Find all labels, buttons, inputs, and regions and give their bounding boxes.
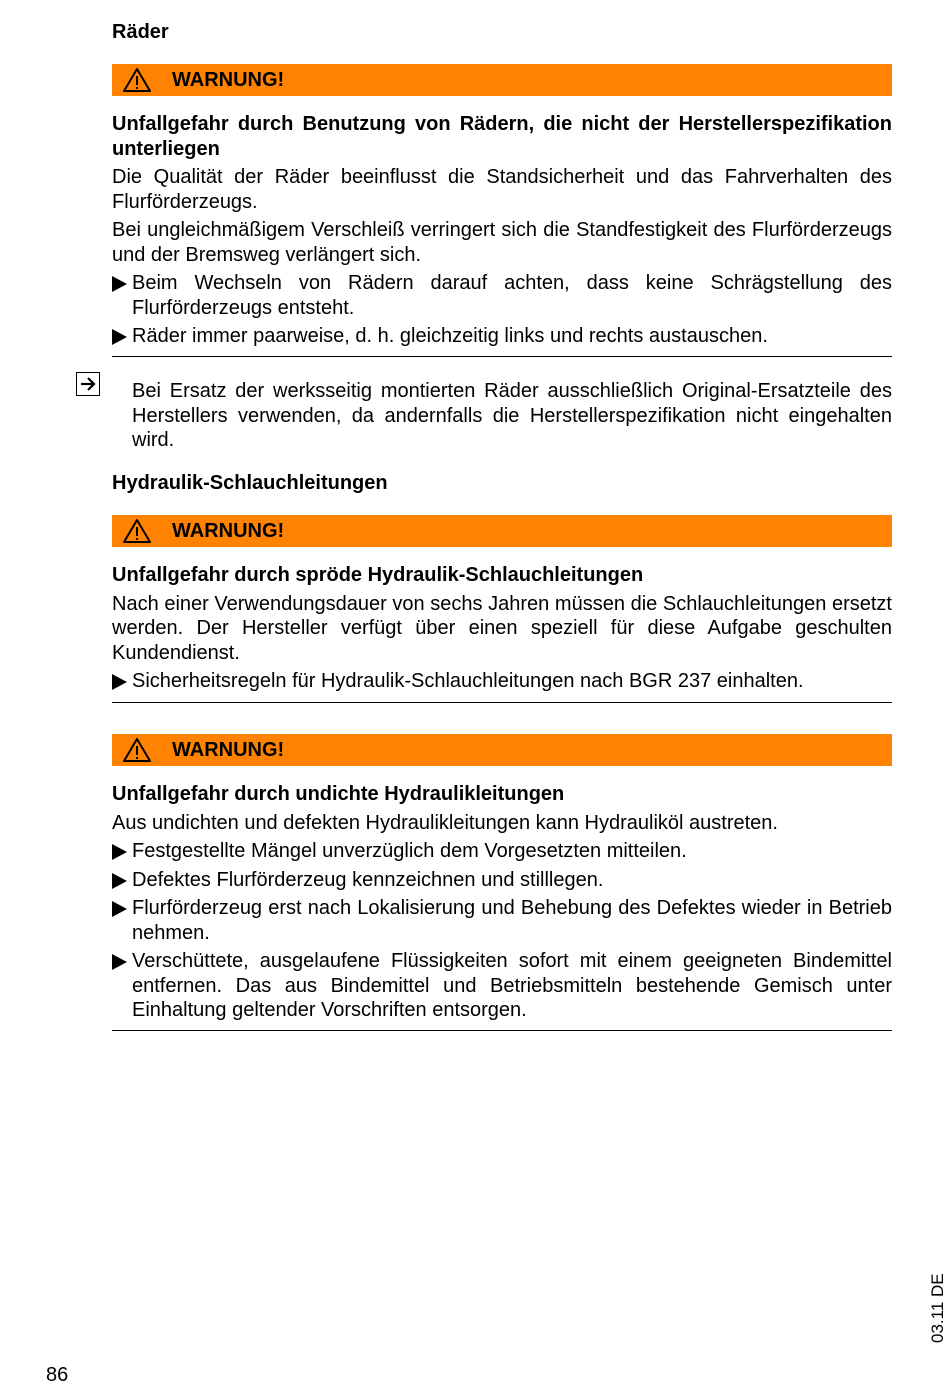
warning-label: WARNUNG! (172, 519, 285, 542)
warning-paragraph: Bei ungleichmäßigem Verschleiß verringert sich die Standfestigkeit des Flurförderzeugs und der Bremsweg verlängert sich. (112, 219, 892, 266)
bullet-item (112, 669, 892, 694)
bullet-text: Beim Wechseln von Rädern darauf achten, dass keine Schrägstellung des Flurförderzeugs entsteht. (132, 272, 892, 319)
triangle-bullet-icon (112, 844, 127, 860)
arrow-right-box-icon (76, 372, 100, 396)
warning-paragraph: Nach einer Verwendungsdauer von sechs Jahren müssen die Schlauchleitungen ersetzt werden. Der Hersteller verfügt über einen speziell für diese Aufgabe geschulten Kundendienst. (112, 592, 892, 664)
bullet-item (112, 949, 892, 1023)
warning-block-3 (112, 782, 892, 1023)
warning-paragraph: Aus undichten und defekten Hydraulikleitungen kann Hydrauliköl austreten. (112, 811, 778, 834)
warning-paragraph: Die Qualität der Räder beeinflusst die Standsicherheit und das Fahrverhalten des Flurförderzeugs. (112, 166, 892, 213)
bullet-item (112, 271, 892, 320)
section-title-hydraulik: Hydraulik-Schlauchleitungen (112, 472, 388, 494)
warning-label: WARNUNG! (172, 68, 285, 91)
bullet-text: Festgestellte Mängel unverzüglich dem Vorgesetzten mitteilen. (132, 840, 687, 862)
warning-triangle-icon (122, 67, 152, 93)
warning-bar-1 (112, 64, 892, 96)
triangle-bullet-icon (112, 901, 127, 917)
bullet-item (112, 896, 892, 945)
triangle-bullet-icon (112, 954, 127, 970)
warning-end-rule (112, 356, 892, 357)
section-title-raeder: Räder (112, 21, 169, 43)
warning-label: WARNUNG! (172, 738, 285, 761)
warning-triangle-icon (122, 737, 152, 763)
warning-heading: Unfallgefahr durch spröde Hydraulik-Schlauchleitungen (112, 564, 644, 586)
triangle-bullet-icon (112, 873, 127, 889)
bullet-item (112, 324, 892, 349)
warning-heading: Unfallgefahr durch undichte Hydraulikleitungen (112, 783, 565, 805)
bullet-item (112, 839, 892, 864)
triangle-bullet-icon (112, 674, 127, 690)
warning-heading: Unfallgefahr durch Benutzung von Rädern, die nicht der Herstellerspezifikation unterliegen (112, 113, 892, 160)
warning-block-2 (112, 563, 892, 694)
triangle-bullet-icon (112, 276, 127, 292)
bullet-text: Sicherheitsregeln für Hydraulik-Schlauchleitungen nach BGR 237 einhalten. (132, 670, 804, 692)
triangle-bullet-icon (112, 329, 127, 345)
warning-block-1 (112, 112, 892, 349)
bullet-text: Flurförderzeug erst nach Lokalisierung und Behebung des Defektes wieder in Betrieb nehmen. (132, 897, 892, 944)
note-text: Bei Ersatz der werksseitig montierten Räder ausschließlich Original-Ersatzteile des Herstellers verwenden, da andernfalls die Herstellerspezifikation nicht eingehalten wird. (132, 380, 892, 451)
warning-bar-3 (112, 734, 892, 766)
document-code: 03.11 DE (928, 1273, 947, 1343)
bullet-text: Defektes Flurförderzeug kennzeichnen und stilllegen. (132, 868, 604, 891)
warning-triangle-icon (122, 518, 152, 544)
bullet-text: Räder immer paarweise, d. h. gleichzeitig links und rechts austauschen. (132, 325, 768, 347)
bullet-text: Verschüttete, ausgelaufene Flüssigkeiten sofort mit einem geeigneten Bindemittel entfernen. Das aus Bindemittel und Betriebsmitteln bestehende Gemisch unter Einhaltung geltender Vorschriften entsorgen. (132, 950, 892, 1021)
page-number: 86 (46, 1364, 69, 1386)
warning-end-rule (112, 1030, 892, 1031)
warning-end-rule (112, 702, 892, 703)
bullet-item (112, 868, 892, 893)
warning-bar-2 (112, 515, 892, 547)
